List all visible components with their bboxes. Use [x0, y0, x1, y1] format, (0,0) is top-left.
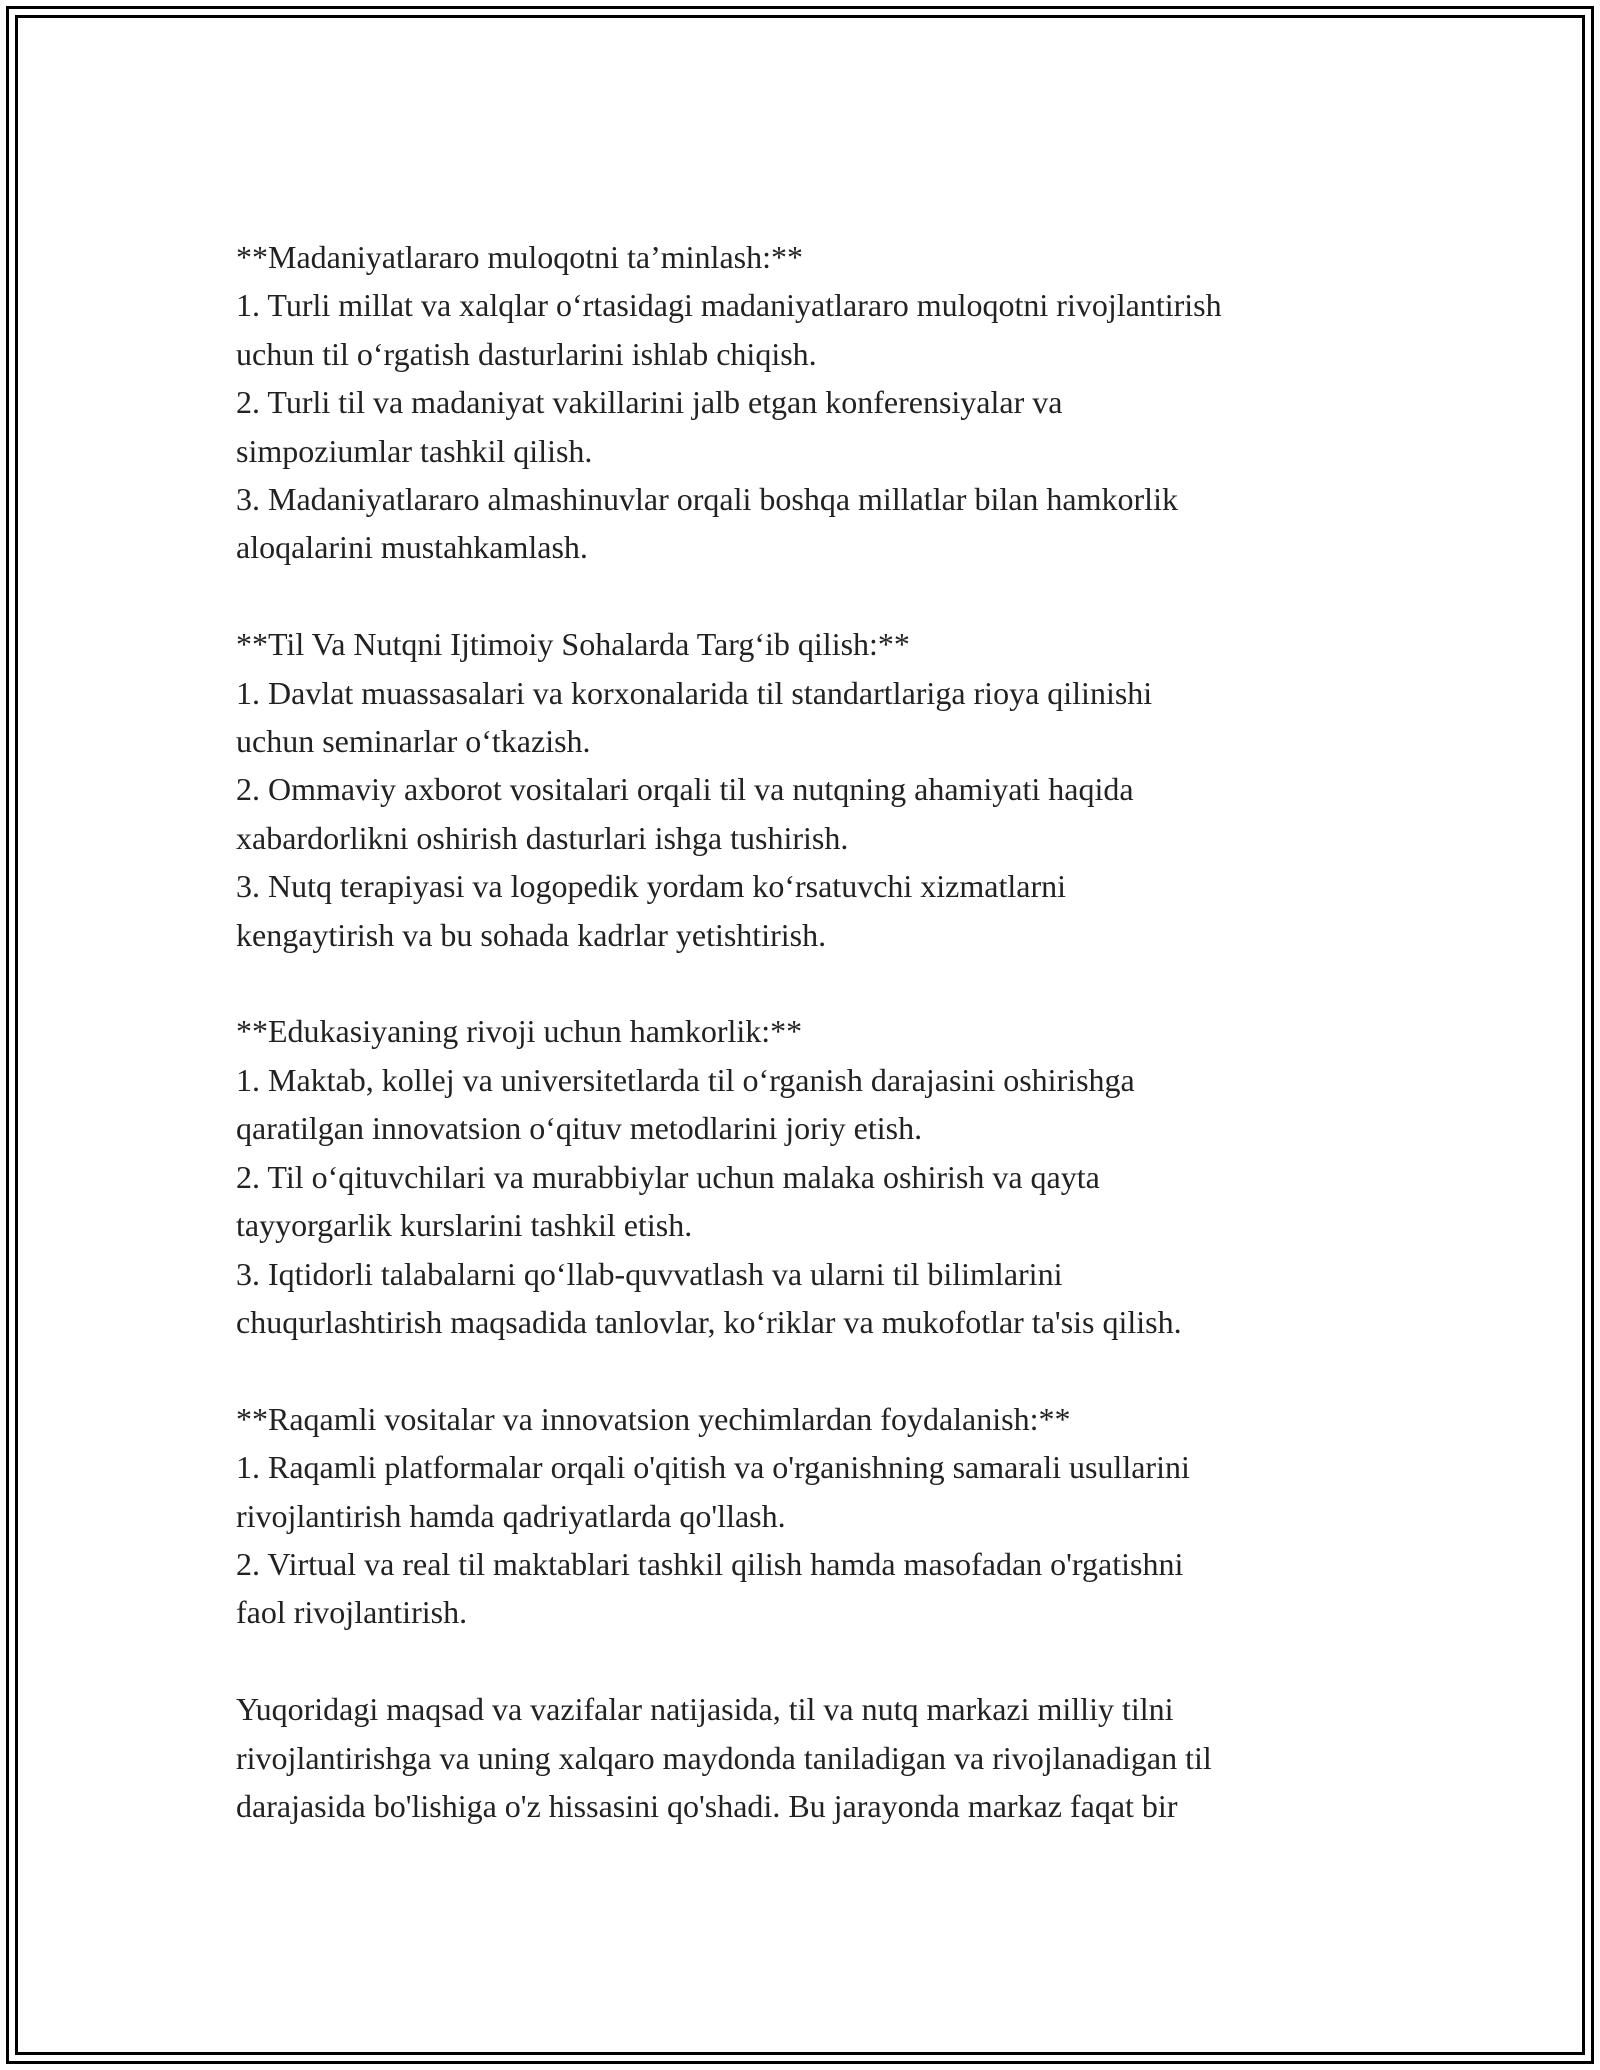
list-item-line: 2. Til o‘qituvchilari va murabbiylar uchun malaka oshirish va qayta [236, 1158, 1100, 1195]
list-item-line: 3. Madaniyatlararo almashinuvlar orqali boshqa millatlar bilan hamkorlik [236, 481, 1178, 518]
list-item-line: simpoziumlar tashkil qilish. [236, 432, 593, 469]
list-item-line: kengaytirish va bu sohada kadrlar yetishtirish. [236, 916, 827, 953]
list-item-line: 1. Raqamli platformalar orqali o'qitish va o'rganishning samarali usullarini [236, 1449, 1190, 1486]
list-item-line: 2. Turli til va madaniyat vakillarini jalb etgan konferensiyalar va [236, 384, 1063, 421]
section-heading: **Madaniyatlararo muloqotni ta’minlash:** [236, 239, 803, 275]
list-item-line: 3. Nutq terapiyasi va logopedik yordam ko‘rsatuvchi xizmatlarni [236, 868, 1066, 905]
list-item-line: 3. Iqtidorli talabalarni qo‘llab-quvvatlash va ularni til bilimlarini [236, 1255, 1063, 1292]
section-heading: **Edukasiyaning rivoji uchun hamkorlik:** [236, 1013, 803, 1050]
list-item-line: uchun til o‘rgatish dasturlarini ishlab chiqish. [236, 335, 817, 372]
list-item-line: 1. Davlat muassasalari va korxonalarida til standartlariga rioya qilinishi [236, 674, 1153, 711]
list-item-line: chuqurlashtirish maqsadida tanlovlar, ko‘riklar va mukofotlar ta'sis qilish. [236, 1303, 1182, 1340]
list-item-line: rivojlantirish hamda qadriyatlarda qo'llash. [236, 1497, 786, 1534]
list-item-line: faol rivojlantirish. [236, 1594, 468, 1631]
list-item-line: 2. Virtual va real til maktablari tashkil qilish hamda masofadan o'rgatishni [236, 1545, 1184, 1582]
paragraph-line: rivojlantirishga va uning xalqaro maydonda taniladigan va rivojlanadigan til [236, 1739, 1212, 1776]
list-item-line: qaratilgan innovatsion o‘qituv metodlarini joriy etish. [236, 1110, 923, 1147]
section-heading: **Raqamli vositalar va innovatsion yechimlardan foydalanish:** [236, 1400, 1071, 1437]
section-intercultural-dialogue [236, 233, 1396, 572]
paragraph-line: Yuqoridagi maqsad va vazifalar natijasida, til va nutq markazi milliy tilni [236, 1691, 1174, 1728]
closing-paragraph [236, 1685, 1396, 1830]
list-item-line: tayyorgarlik kurslarini tashkil etish. [236, 1207, 693, 1244]
list-item-line: 2. Ommaviy axborot vositalari orqali til va nutqning ahamiyati haqida [236, 771, 1134, 808]
document-body [236, 233, 1396, 1879]
list-item-line: aloqalarini mustahkamlash. [236, 529, 588, 566]
paragraph-line: darajasida bo'lishiga o'z hissasini qo'shadi. Bu jarayonda markaz faqat bir [236, 1787, 1178, 1824]
section-education-cooperation [236, 1007, 1396, 1346]
section-language-promotion [236, 620, 1396, 959]
list-item-line: 1. Maktab, kollej va universitetlarda til o‘rganish darajasini oshirishga [236, 1061, 1135, 1098]
section-heading: **Til Va Nutqni Ijtimoiy Sohalarda Targ‘ib qilish:** [236, 626, 910, 663]
list-item-line: xabardorlikni oshirish dasturlari ishga tushirish. [236, 819, 849, 856]
list-item-line: 1. Turli millat va xalqlar o‘rtasidagi madaniyatlararo muloqotni rivojlantirish [236, 287, 1222, 324]
section-digital-tools [236, 1395, 1396, 1637]
list-item-line: uchun seminarlar o‘tkazish. [236, 723, 591, 760]
